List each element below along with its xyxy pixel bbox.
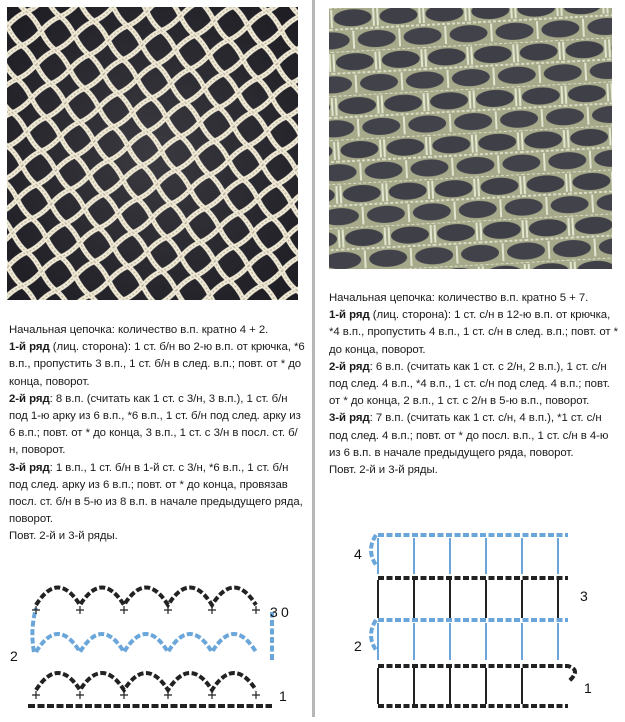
right-instructions xyxy=(329,290,619,479)
left-instructions xyxy=(9,322,305,546)
left-diagram-row-2: 2 xyxy=(10,648,18,664)
left-diagram-row-1: 1 xyxy=(279,688,287,704)
right-repeat: Повт. 2-й и 3-й ряды. xyxy=(329,464,438,477)
right-diagram-row-2: 2 xyxy=(354,638,362,654)
left-row-3: 3-й ряд: 1 в.п., 1 ст. б/н в 1-й ст. с 3/н, *6 в.п., 1 ст. б/н под след. арку из 6 в.п.; повт. от * до конца, провязав посл. ст. б/н в 5-ю из 8 в.п. в начале предыдущего ряда, поворот. xyxy=(9,461,303,526)
right-diagram-row-4: 4 xyxy=(354,546,362,562)
right-diagram-svg xyxy=(330,520,625,717)
block-pattern-photo xyxy=(329,8,612,269)
right-row-3: 3-й ряд: 7 в.п. (считать как 1 ст. с/н, 4 в.п.), *1 ст. с/н под след. 4 в.п.; повт. от * до посл. в.п., 1 ст. с/н в 4-ю из 6 в.п. в начале предыдущего ряда, поворот. xyxy=(329,412,609,459)
left-row-2: 2-й ряд: 8 в.п. (считать как 1 ст. с 3/н, 3 в.п.), 1 ст. б/н под 1-ю арку из 6 в.п., *6 в.п., 1 ст. б/н под след. арку из 6 в.п.; повт. от * до конца, 3 в.п., 1 ст. с 3/н в посл. ст. б/н, поворот. xyxy=(9,392,301,457)
right-intro: Начальная цепочка: количество в.п. кратно 5 + 7. xyxy=(329,292,589,304)
left-diagram-base-label: 0 xyxy=(281,604,289,620)
right-diagram-row-3: 3 xyxy=(580,588,588,604)
right-crochet-diagram xyxy=(330,520,625,717)
left-intro: Начальная цепочка: количество в.п. кратно 4 + 2. xyxy=(9,324,269,336)
right-diagram-row-1: 1 xyxy=(584,680,592,696)
column-divider xyxy=(312,0,315,717)
left-diagram-row-3: 3 xyxy=(270,604,278,620)
left-row-1: 1-й ряд (лиц. сторона): 1 ст. б/н во 2-ю в.п. от крючка, *6 в.п., пропустить 3 в.п., 1 ст. б/н в след. в.п.; повт. от * до конца, поворот. xyxy=(9,341,305,388)
left-repeat: Повт. 2-й и 3-й ряды. xyxy=(9,530,118,543)
mesh-pattern-photo xyxy=(7,7,298,300)
left-crochet-diagram xyxy=(0,560,312,717)
right-row-2: 2-й ряд: 6 в.п. (считать как 1 ст. с 2/н, 2 в.п.), 1 ст. с/н под след. 4 в.п., *4 в.п., 1 ст. с/н под след. 4 в.п.; повт. от * до конца, 2 в.п., 1 ст. с 2/н в 5-ю в.п., поворот. xyxy=(329,360,610,408)
left-diagram-svg xyxy=(0,560,312,717)
right-row-1: 1-й ряд (лиц. сторона): 1 ст. с/н в 12-ю в.п. от крючка, *4 в.п., пропустить 4 в.п., 1 ст. с/н в след. в.п.; повт. от * до конца, поворот. xyxy=(329,309,619,356)
